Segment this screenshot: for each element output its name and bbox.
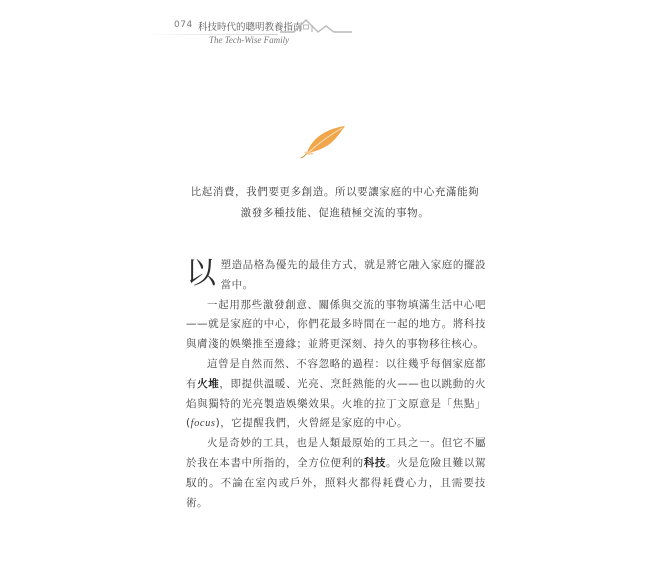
paragraph-text: 一起用那些激發創意、關係與交流的事物填滿生活中心吧——就是家庭的中心，你們花最多時間在一起的地方。將科技與膚淺的娛樂推至邊緣；並將更深刻、持久的事物移往核心。	[186, 298, 486, 351]
paragraph-text: )，它提醒我們，火曾經是家庭的中心。	[215, 417, 409, 430]
page-number: 074	[174, 20, 193, 30]
running-header	[0, 0, 670, 60]
epigraph-line: 激發多種技能、促進積極交流的事物。	[240, 207, 430, 219]
italic-term: focus	[190, 418, 216, 430]
bold-term: 科技	[363, 456, 387, 469]
drop-cap: 以	[186, 256, 217, 291]
paragraph-text: 。火是危險且難以駕馭的。不論在室內或戶外，照料火都得耗費心力，且需要技術。	[186, 456, 486, 509]
book-title: 科技時代的聰明教養指南	[198, 22, 303, 33]
feather-leaf-icon	[298, 122, 350, 160]
body-text	[186, 256, 486, 513]
house-outline-icon	[280, 12, 352, 36]
paragraph-text: 這曾是自然而然、不容忽略的過程：以往幾乎每個家庭都有	[186, 357, 486, 390]
paragraph-text: ，即提供溫暖、光亮、烹飪熱能的火——也以跳動的火焰與獨特的光亮製造娛樂效果。火堆的拉丁文原意是「焦點」(	[186, 377, 486, 430]
paragraph	[186, 256, 486, 296]
epigraph	[140, 182, 530, 224]
paragraph	[186, 296, 486, 355]
epigraph-line: 比起消費，我們要更多創造。所以要讓家庭的中心充滿能夠	[190, 186, 480, 198]
paragraph	[186, 434, 486, 513]
book-subtitle: The Tech-Wise Family	[209, 35, 290, 45]
paragraph-text: 塑造品格為優先的最佳方式，就是將它融入家庭的擺設當中。	[220, 259, 486, 291]
paragraph	[186, 355, 486, 434]
paragraph-text: 火是奇妙的工具，也是人類最原始的工具之一。但它不屬於我在本書中所指的，全方位便利的	[186, 437, 486, 469]
bold-term: 火堆	[197, 377, 220, 390]
